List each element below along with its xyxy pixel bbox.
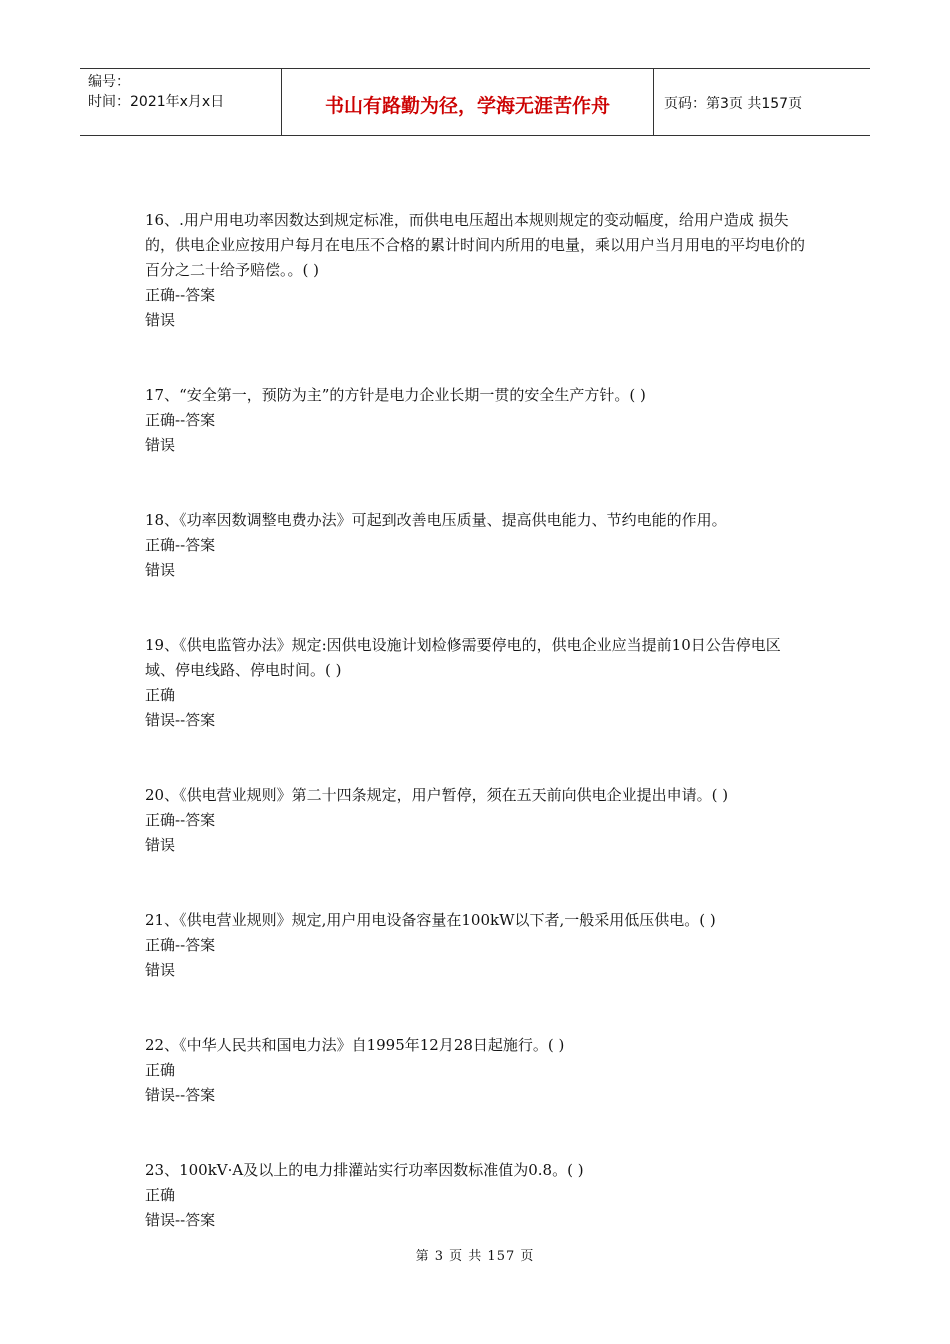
question-text: 21、《供电营业规则》规定,用户用电设备容量在100kW以下者,一般采用低压供电。( ) [145, 911, 716, 929]
option-correct: 正确 [145, 686, 176, 704]
question-item [145, 508, 810, 583]
option-wrong: 错误 [145, 561, 176, 579]
option-correct: 正确 [145, 1061, 176, 1079]
question-item [145, 208, 810, 333]
question-item [145, 633, 810, 733]
option-correct: 正确 [145, 1186, 176, 1204]
option-wrong: 错误--答案 [145, 1211, 216, 1229]
option-correct: 正确--答案 [145, 411, 216, 429]
question-text: 16、.用户用电功率因数达到规定标准，而供电电压超出本规则规定的变动幅度，给用户造成 损失的，供电企业应按用户每月在电压不合格的累计时间内所用的电量，乘以用户当月用电的平均电价的百分之二十给予赔偿。。( ) [145, 211, 806, 279]
question-text: 19、《供电监管办法》规定:因供电设施计划检修需要停电的，供电企业应当提前10日公告停电区域、停电线路、停电时间。( ) [145, 636, 781, 679]
header-meta [80, 69, 282, 135]
document-number-label: 编号： [88, 74, 130, 90]
option-correct: 正确--答案 [145, 811, 216, 829]
option-wrong: 错误 [145, 311, 176, 329]
page-header [80, 68, 870, 136]
option-correct: 正确--答案 [145, 936, 216, 954]
page-footer: 第 3 页 共 157 页 [415, 1249, 535, 1264]
question-item [145, 1158, 810, 1233]
option-wrong: 错误--答案 [145, 1086, 216, 1104]
option-wrong: 错误 [145, 836, 176, 854]
option-wrong: 错误 [145, 436, 176, 454]
header-page-info: 页码：第3页 共157页 [664, 96, 803, 112]
question-item [145, 383, 810, 458]
option-correct: 正确--答案 [145, 536, 216, 554]
question-item [145, 908, 810, 983]
option-wrong: 错误 [145, 961, 176, 979]
question-text: 17、“安全第一，预防为主”的方针是电力企业长期一贯的安全生产方针。( ) [145, 386, 646, 404]
option-wrong: 错误--答案 [145, 711, 216, 729]
question-text: 18、《功率因数调整电费办法》可起到改善电压质量、提高供电能力、节约电能的作用。 [145, 511, 727, 529]
document-time: 时间：2021年x月x日 [88, 94, 225, 110]
question-text: 22、《中华人民共和国电力法》自1995年12月28日起施行。( ) [145, 1036, 565, 1054]
question-list [145, 208, 810, 1283]
question-text: 20、《供电营业规则》第二十四条规定，用户暂停，须在五天前向供电企业提出申请。( ) [145, 786, 729, 804]
header-motto: 书山有路勤为径，学海无涯苦作舟 [282, 69, 654, 135]
question-item [145, 783, 810, 858]
option-correct: 正确--答案 [145, 286, 216, 304]
question-text: 23、100kV·A及以上的电力排灌站实行功率因数标准值为0.8。( ) [145, 1161, 584, 1179]
question-item [145, 1033, 810, 1108]
